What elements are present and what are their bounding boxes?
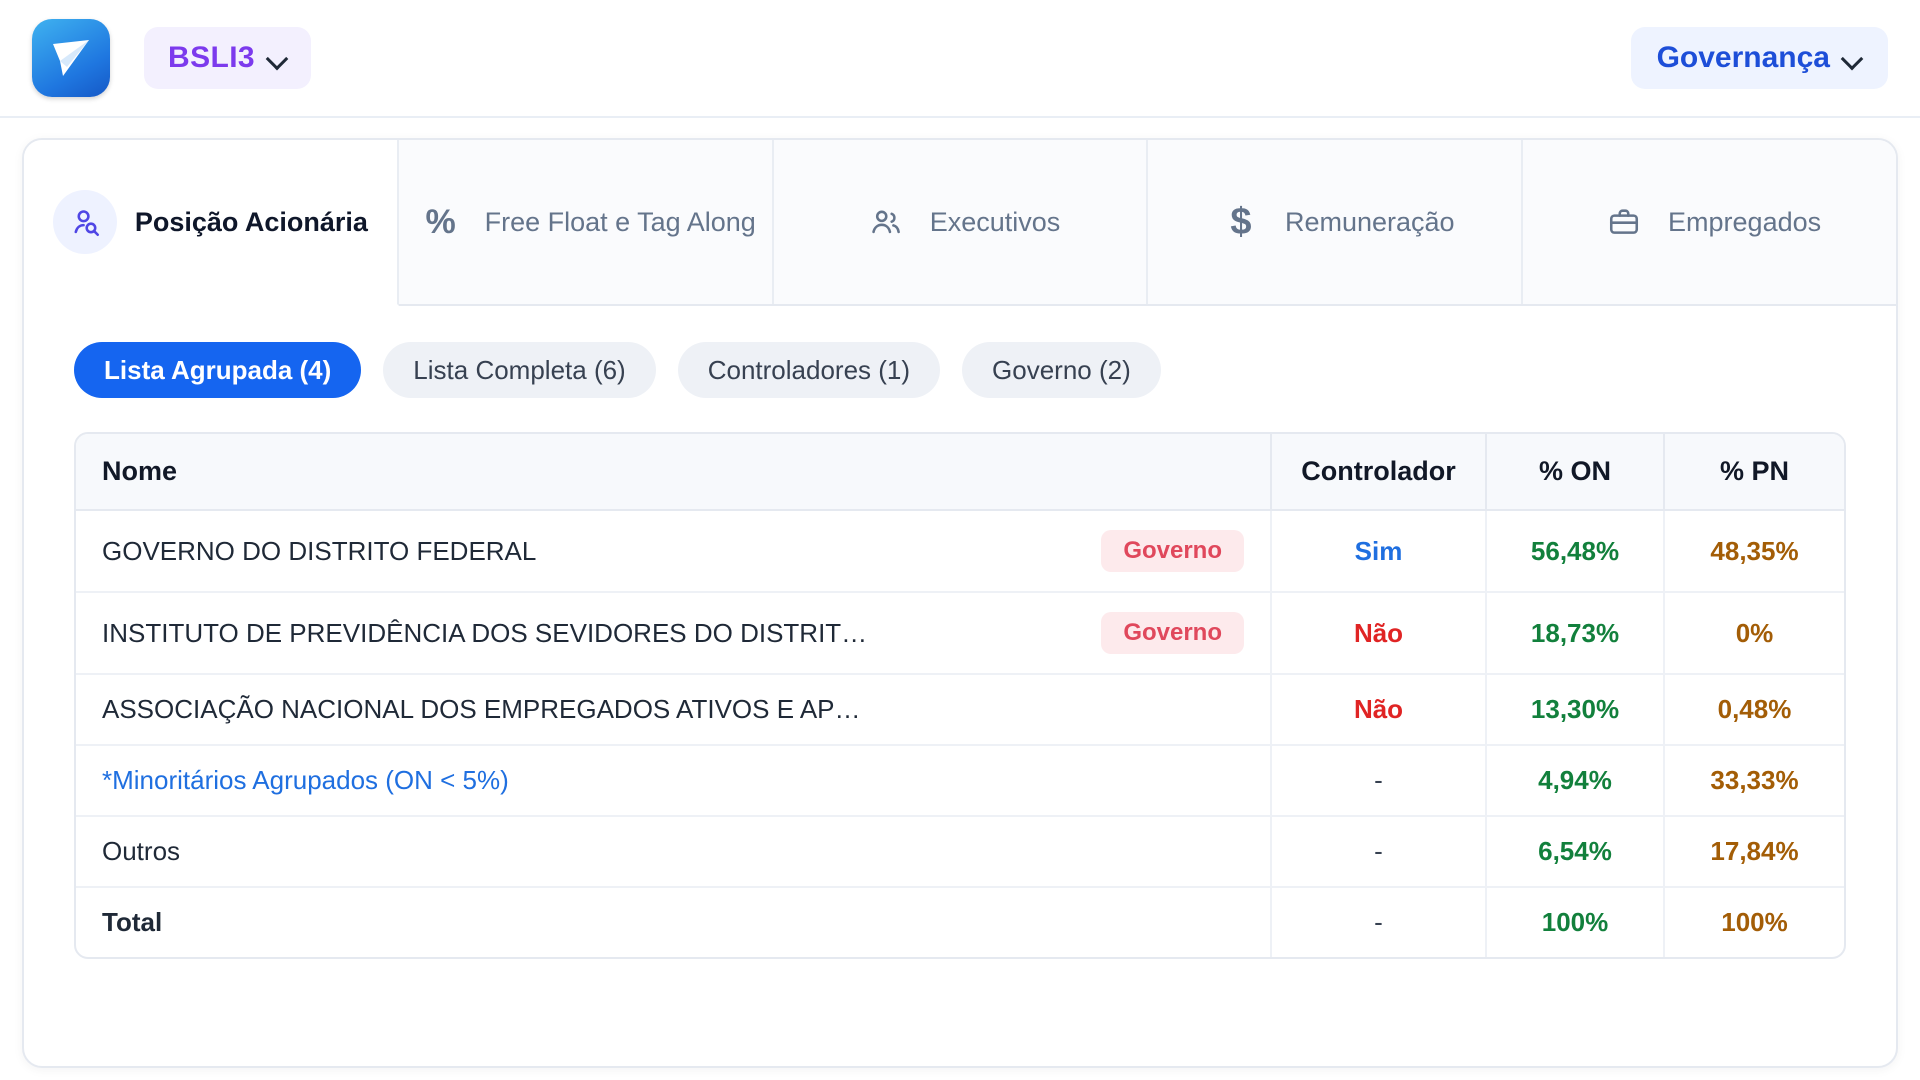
filter-controladores[interactable]: Controladores (1) xyxy=(678,342,940,398)
cell-pn: 0,48% xyxy=(1664,674,1844,745)
filter-pill-group xyxy=(74,342,1846,398)
cell-controlador: - xyxy=(1271,745,1486,816)
status-badge: Governo xyxy=(1101,612,1244,654)
cell-on: 6,54% xyxy=(1486,816,1664,887)
dollar-icon: $ xyxy=(1230,200,1252,243)
tab-bar xyxy=(24,140,1896,306)
content-card xyxy=(22,138,1898,1068)
section-label: Governança xyxy=(1656,41,1830,74)
percent-icon: % xyxy=(425,202,456,241)
briefcase-icon xyxy=(1598,196,1650,248)
tab-label: Executivos xyxy=(929,206,1061,237)
cell-on: 4,94% xyxy=(1486,745,1664,816)
tab-remuneracao[interactable] xyxy=(1148,140,1523,304)
column-header-nome: Nome xyxy=(76,434,1271,510)
cell-controlador: Sim xyxy=(1271,510,1486,592)
cell-nome xyxy=(76,674,1271,745)
filter-lista-completa[interactable]: Lista Completa (6) xyxy=(383,342,655,398)
cell-on: 100% xyxy=(1486,887,1664,957)
chevron-down-icon xyxy=(267,48,287,68)
tab-label: Free Float e Tag Along xyxy=(484,206,756,237)
table-row xyxy=(76,816,1844,887)
tab-executivos[interactable] xyxy=(774,140,1149,304)
shareholder-name: GOVERNO DO DISTRITO FEDERAL xyxy=(102,535,537,566)
app-logo-icon xyxy=(32,19,110,97)
cell-nome xyxy=(76,816,1271,887)
filter-governo[interactable]: Governo (2) xyxy=(962,342,1161,398)
user-search-icon xyxy=(53,190,117,254)
tab-empregados[interactable] xyxy=(1523,140,1896,304)
shareholder-name: ASSOCIAÇÃO NACIONAL DOS EMPREGADOS ATIVOS E AP… xyxy=(102,694,861,724)
cell-pn: 100% xyxy=(1664,887,1844,957)
people-icon xyxy=(860,196,912,248)
column-header-controlador: Controlador xyxy=(1271,434,1486,510)
ticker-selector[interactable] xyxy=(144,27,311,89)
cell-nome xyxy=(76,510,1271,592)
section-selector-governanca[interactable] xyxy=(1631,27,1888,89)
cell-nome xyxy=(76,887,1271,957)
cell-controlador: - xyxy=(1271,887,1486,957)
tab-label: Empregados xyxy=(1668,206,1822,237)
table-row xyxy=(76,745,1844,816)
tab-label: Remuneração xyxy=(1284,206,1455,237)
cell-pn: 0% xyxy=(1664,592,1844,674)
table-row xyxy=(76,510,1844,592)
tab-panel-posicao-acionaria xyxy=(24,306,1896,959)
page-body xyxy=(0,118,1920,1080)
table-row xyxy=(76,592,1844,674)
table-header-row xyxy=(76,434,1844,510)
shareholder-name-link[interactable]: *Minoritários Agrupados (ON < 5%) xyxy=(102,765,509,795)
cell-controlador: Não xyxy=(1271,592,1486,674)
cell-nome xyxy=(76,592,1271,674)
column-header-on: % ON xyxy=(1486,434,1664,510)
ticker-label: BSLI3 xyxy=(168,41,256,74)
cell-pn: 48,35% xyxy=(1664,510,1844,592)
cell-pn: 33,33% xyxy=(1664,745,1844,816)
table-row xyxy=(76,674,1844,745)
cell-controlador: - xyxy=(1271,816,1486,887)
shareholders-table xyxy=(74,432,1846,959)
tab-free-float-tag-along[interactable] xyxy=(399,140,774,304)
filter-lista-agrupada[interactable]: Lista Agrupada (4) xyxy=(74,342,361,398)
app-header xyxy=(0,0,1920,118)
total-label: Total xyxy=(102,907,163,937)
column-header-pn: % PN xyxy=(1664,434,1844,510)
cell-pn: 17,84% xyxy=(1664,816,1844,887)
shareholder-name: Outros xyxy=(102,836,181,866)
status-badge: Governo xyxy=(1101,530,1244,572)
tab-label: Posição Acionária xyxy=(134,206,368,237)
cell-on: 56,48% xyxy=(1486,510,1664,592)
chevron-down-icon xyxy=(1842,48,1862,68)
tab-posicao-acionaria[interactable] xyxy=(24,140,399,306)
cell-on: 18,73% xyxy=(1486,592,1664,674)
table-row-total xyxy=(76,887,1844,957)
cell-on: 13,30% xyxy=(1486,674,1664,745)
cell-controlador: Não xyxy=(1271,674,1486,745)
cell-nome xyxy=(76,745,1271,816)
shareholder-name: INSTITUTO DE PREVIDÊNCIA DOS SEVIDORES DO DISTRIT… xyxy=(102,617,868,648)
